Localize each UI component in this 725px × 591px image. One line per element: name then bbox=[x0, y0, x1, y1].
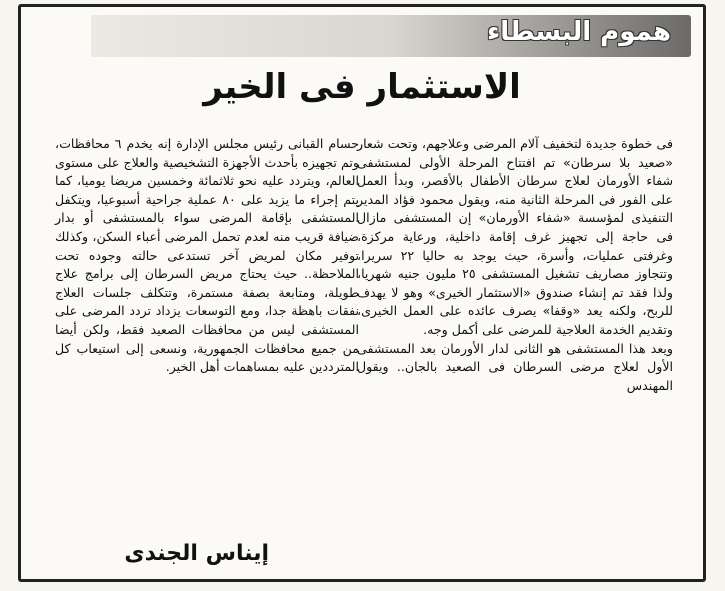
author-byline: إيناس الجندى bbox=[124, 541, 269, 566]
article-body-right-column: فى خطوة جديدة لتخفيف آلام المرضى وعلاجهم، وتحت شعار «صعيد بلا سرطان» تم افتتاح المرحلة الأولى لمستشفى شفاء الأورمان لعلاج سرطان الأطفال بالأقصر، وبدأ العمل على الفور فى المرحلة الثانية منه، ويقول محمود فؤاد المدير التنفيذى لمؤسسة «شفاء الأورمان» إن المستشفى مازال فى حاجة إلى تجهيز غرف إقامة داخلية، ورعاية مركزة، وغرفتى عمليات، وأسرة، حيث يوجد به حاليا ٢٢ سريرا، وتتجاوز مصاريف تشغيل المستشفى ٢٥ مليون جنيه شهريا، ولذا فقد تم إنشاء صندوق «الاستثمار الخيرى» وهو لا يهدف للربح، ولكنه يعد «وقفا» يصرف عائده على العمل الخيرى، وتقديم الخدمة العلاجية للمرضى على أكمل وجه. ويعد هذا المستشفى هو الثانى لدار الأورمان بعد المستشفى الأول لعلاج مرضى السرطان فى الصعيد بالجان.. ويقول المهندس bbox=[357, 136, 673, 393]
article-frame bbox=[18, 4, 706, 582]
column-name: هموم البسطاء bbox=[487, 17, 671, 47]
article-headline: الاستثمار فى الخير bbox=[203, 67, 521, 107]
column-header-bar bbox=[91, 15, 691, 57]
article-body-left-column: حسام القبانى رئيس مجلس الإدارة إنه يخدم ٦ محافظات، وتم تجهيزه بأحدث الأجهزة التشخيصية والعلاج على مستوى العالم، ويتردد عليه نحو ثلاثمائة وخمسين مريضا يوميا، كما يتم إجراء ما يزيد على ٨٠ عملية جراحية أسبوعيا، ويتكفل المستشفى بإقامة المرضى سواء بالمستشفى أو بدار ضيافة قريب منه لعدم تحمل المرضى أعباء السكن، وكذلك توفير مكان لمريض آخر تستدعى حالته وجوده تحت الملاحظة.. حيث يحتاج مريض السرطان إلى برامج علاج طويلة، ومتابعة بصفة مستمرة، وتتكلف جلسات العلاج نفقات باهظة جدا، ومع التوسعات يزداد تردد المرضى على المستشفى ليس من محافظات الصعيد فقط، ولكن أيضا من جميع محافظات الجمهورية، ونسعى إلى استيعاب كل المترددين عليه بمساهمات أهل الخير. bbox=[55, 136, 359, 375]
